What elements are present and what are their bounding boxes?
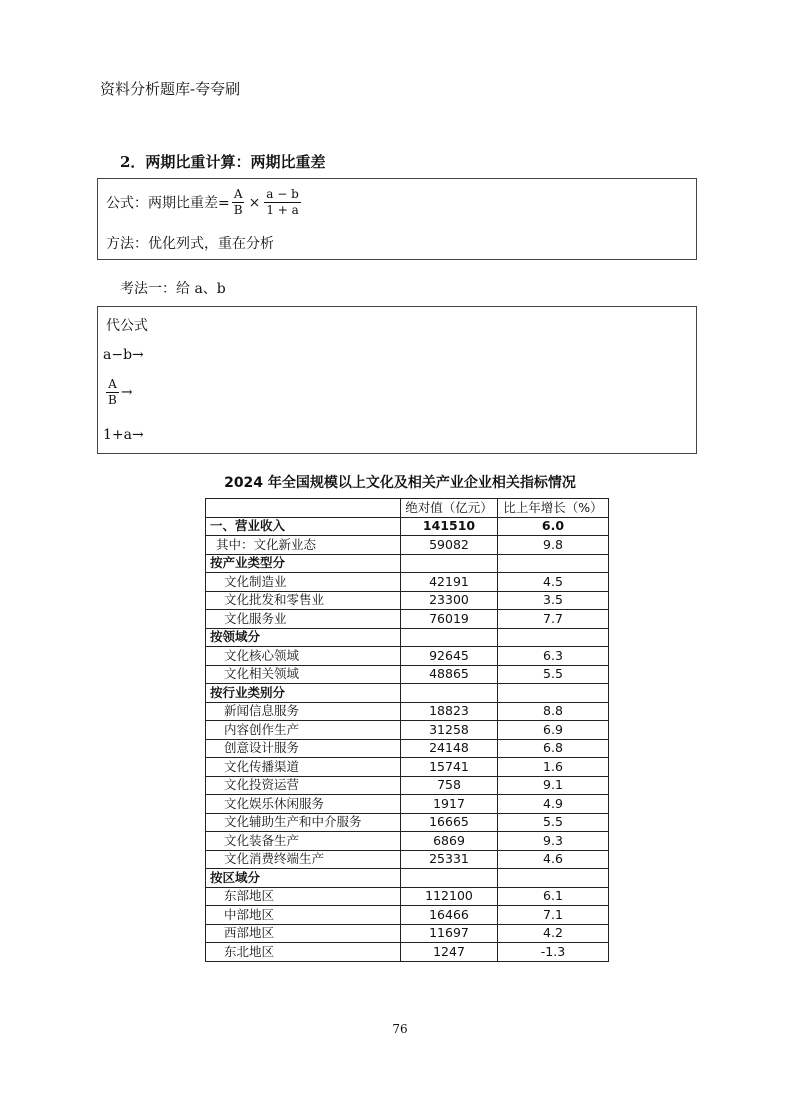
fraction-numerator: A xyxy=(108,377,117,391)
table-group-row xyxy=(206,554,609,573)
table-row xyxy=(206,906,609,925)
row-label: 文化装备生产 xyxy=(206,832,401,851)
row-growth xyxy=(498,628,609,647)
one-plus-a-line: 1+a→ xyxy=(103,427,144,443)
arrow: → xyxy=(120,384,133,401)
table-row xyxy=(206,610,609,629)
page-header: 资料分析题库-夸夸刷 xyxy=(100,80,241,98)
row-growth: 4.9 xyxy=(498,795,609,814)
method-one-text: 考法一：给 a、b xyxy=(120,281,226,297)
row-value: 6869 xyxy=(401,832,498,851)
row-growth: 5.5 xyxy=(498,665,609,684)
row-growth: 9.3 xyxy=(498,832,609,851)
table-row xyxy=(206,647,609,666)
fraction-ab-over-1a xyxy=(264,187,301,218)
table-row xyxy=(206,739,609,758)
row-growth: 7.1 xyxy=(498,906,609,925)
row-value: 16466 xyxy=(401,906,498,925)
row-label: 文化辅助生产和中介服务 xyxy=(206,813,401,832)
row-label: 中部地区 xyxy=(206,906,401,925)
row-label: 文化娱乐休闲服务 xyxy=(206,795,401,814)
row-value: 31258 xyxy=(401,721,498,740)
row-value: 42191 xyxy=(401,573,498,592)
row-growth: 6.1 xyxy=(498,887,609,906)
row-value: 1247 xyxy=(401,943,498,962)
row-label: 一、营业收入 xyxy=(206,517,401,536)
row-value: 48865 xyxy=(401,665,498,684)
table-row xyxy=(206,832,609,851)
row-growth: 4.5 xyxy=(498,573,609,592)
row-label: 创意设计服务 xyxy=(206,739,401,758)
table-title: 2024 年全国规模以上文化及相关产业企业相关指标情况 xyxy=(224,475,576,491)
row-label: 内容创作生产 xyxy=(206,721,401,740)
row-value xyxy=(401,869,498,888)
row-label: 东北地区 xyxy=(206,943,401,962)
row-value xyxy=(401,554,498,573)
table-row xyxy=(206,573,609,592)
section-title: 2．两期比重计算：两期比重差 xyxy=(120,153,326,171)
row-growth: 6.3 xyxy=(498,647,609,666)
substitute-box xyxy=(97,306,697,454)
times-symbol: × xyxy=(248,194,261,211)
row-value: 76019 xyxy=(401,610,498,629)
row-label: 按产业类型分 xyxy=(206,554,401,573)
row-value: 16665 xyxy=(401,813,498,832)
row-growth: 4.2 xyxy=(498,924,609,943)
row-value: 23300 xyxy=(401,591,498,610)
row-value: 59082 xyxy=(401,536,498,555)
row-growth: 4.6 xyxy=(498,850,609,869)
table-row xyxy=(206,721,609,740)
fraction-numerator: a − b xyxy=(266,187,299,201)
method-line: 方法：优化列式，重在分析 xyxy=(106,236,274,252)
table-row xyxy=(206,813,609,832)
row-growth: 5.5 xyxy=(498,813,609,832)
table-row xyxy=(206,665,609,684)
table-row xyxy=(206,702,609,721)
row-growth: 6.8 xyxy=(498,739,609,758)
fraction-denominator: 1 + a xyxy=(266,203,299,217)
substitute-title: 代公式 xyxy=(106,318,148,334)
row-label: 文化消费终端生产 xyxy=(206,850,401,869)
row-growth xyxy=(498,869,609,888)
formula-label: 公式：两期比重差= xyxy=(106,195,230,212)
fraction-denominator: B xyxy=(108,393,117,407)
row-label: 文化批发和零售业 xyxy=(206,591,401,610)
table-row xyxy=(206,517,609,536)
row-value xyxy=(401,628,498,647)
table-row xyxy=(206,924,609,943)
row-value: 141510 xyxy=(401,517,498,536)
formula-box xyxy=(97,178,697,260)
row-value: 11697 xyxy=(401,924,498,943)
row-value: 1917 xyxy=(401,795,498,814)
row-label: 文化传播渠道 xyxy=(206,758,401,777)
row-value: 15741 xyxy=(401,758,498,777)
row-value: 18823 xyxy=(401,702,498,721)
table-row xyxy=(206,758,609,777)
table-row xyxy=(206,850,609,869)
header-growth: 比上年增长（%） xyxy=(498,499,609,518)
row-growth: 9.1 xyxy=(498,776,609,795)
row-growth: 8.8 xyxy=(498,702,609,721)
row-label: 按行业类别分 xyxy=(206,684,401,703)
row-growth: 9.8 xyxy=(498,536,609,555)
row-growth xyxy=(498,554,609,573)
row-growth: -1.3 xyxy=(498,943,609,962)
row-value xyxy=(401,684,498,703)
row-value: 92645 xyxy=(401,647,498,666)
row-value: 25331 xyxy=(401,850,498,869)
a-over-b-line xyxy=(104,377,133,408)
header-label xyxy=(206,499,401,518)
table-row xyxy=(206,943,609,962)
row-value: 758 xyxy=(401,776,498,795)
row-value: 112100 xyxy=(401,887,498,906)
header-value: 绝对值（亿元） xyxy=(401,499,498,518)
table-group-row xyxy=(206,628,609,647)
indicator-table xyxy=(205,498,609,962)
row-label: 其中：文化新业态 xyxy=(206,536,401,555)
row-label: 文化制造业 xyxy=(206,573,401,592)
fraction-numerator: A xyxy=(233,187,243,201)
table-row xyxy=(206,887,609,906)
formula-line xyxy=(106,187,303,218)
table-row xyxy=(206,536,609,555)
row-value: 24148 xyxy=(401,739,498,758)
row-label: 文化服务业 xyxy=(206,610,401,629)
fraction-a-over-b xyxy=(232,187,245,218)
row-label: 文化核心领域 xyxy=(206,647,401,666)
table-group-row xyxy=(206,869,609,888)
fraction-a-over-b xyxy=(106,377,119,408)
table-row xyxy=(206,591,609,610)
table-row xyxy=(206,795,609,814)
row-growth: 6.0 xyxy=(498,517,609,536)
page-number: 76 xyxy=(392,1022,408,1036)
row-label: 按区域分 xyxy=(206,869,401,888)
row-growth: 7.7 xyxy=(498,610,609,629)
row-growth: 3.5 xyxy=(498,591,609,610)
row-label: 文化相关领域 xyxy=(206,665,401,684)
row-label: 新闻信息服务 xyxy=(206,702,401,721)
row-growth: 6.9 xyxy=(498,721,609,740)
table-header-row xyxy=(206,499,609,518)
table-row xyxy=(206,776,609,795)
a-minus-b-line: a−b→ xyxy=(103,347,144,363)
fraction-denominator: B xyxy=(233,203,243,217)
row-growth: 1.6 xyxy=(498,758,609,777)
row-growth xyxy=(498,684,609,703)
row-label: 西部地区 xyxy=(206,924,401,943)
row-label: 文化投资运营 xyxy=(206,776,401,795)
table-group-row xyxy=(206,684,609,703)
row-label: 按领域分 xyxy=(206,628,401,647)
row-label: 东部地区 xyxy=(206,887,401,906)
